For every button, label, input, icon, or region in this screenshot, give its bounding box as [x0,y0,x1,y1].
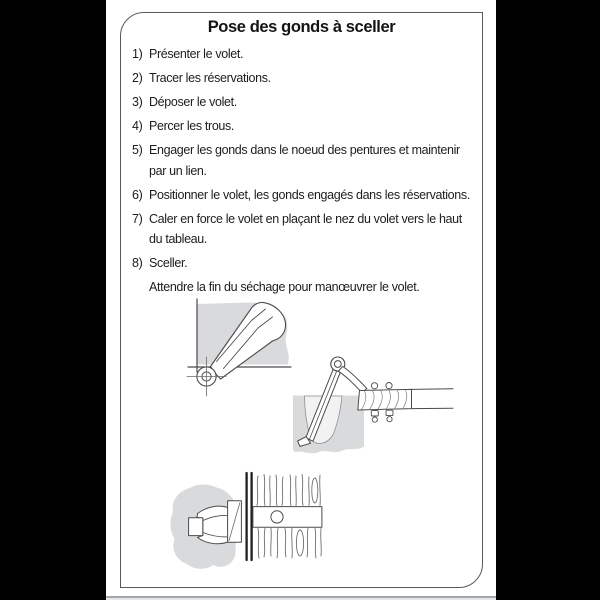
step-number: 1) [132,47,143,61]
step-number: 2) [132,71,143,85]
step-number: 5) [132,143,143,157]
steps-list [121,44,482,298]
step-text: Positionner le volet, les gonds engagés dans les réservations. [149,187,470,202]
step-text: Percer les trous. [149,119,235,133]
step-text: Attendre la fin du séchage pour manœuvrer le volet. [149,280,420,294]
step-number: 7) [132,211,143,226]
step-item [132,209,478,250]
step-item [132,92,478,113]
step-item [132,140,478,181]
step-number: 6) [132,187,143,202]
step-number: 8) [132,256,143,270]
step-item [132,44,478,65]
instruction-card [120,12,483,588]
step-text: Caler en force le volet en plaçant le nez du volet vers le haut du tableau. [149,211,462,246]
step-text: Présenter le volet. [149,47,244,61]
step-item [132,185,478,206]
step-item [132,68,478,89]
step-item [132,116,478,137]
step-number: 4) [132,119,143,133]
step-item [132,253,478,274]
step-note [132,277,478,298]
step-text: Sceller. [149,256,188,270]
card-title: Pose des gonds à sceller [207,18,396,36]
step-number: 3) [132,95,143,109]
step-text: Déposer le volet. [149,95,237,109]
scanned-page [106,0,496,600]
step-text: Tracer les réservations. [149,71,271,85]
step-text: Engager les gonds dans le noeud des pentures et maintenir par un lien. [149,143,460,178]
